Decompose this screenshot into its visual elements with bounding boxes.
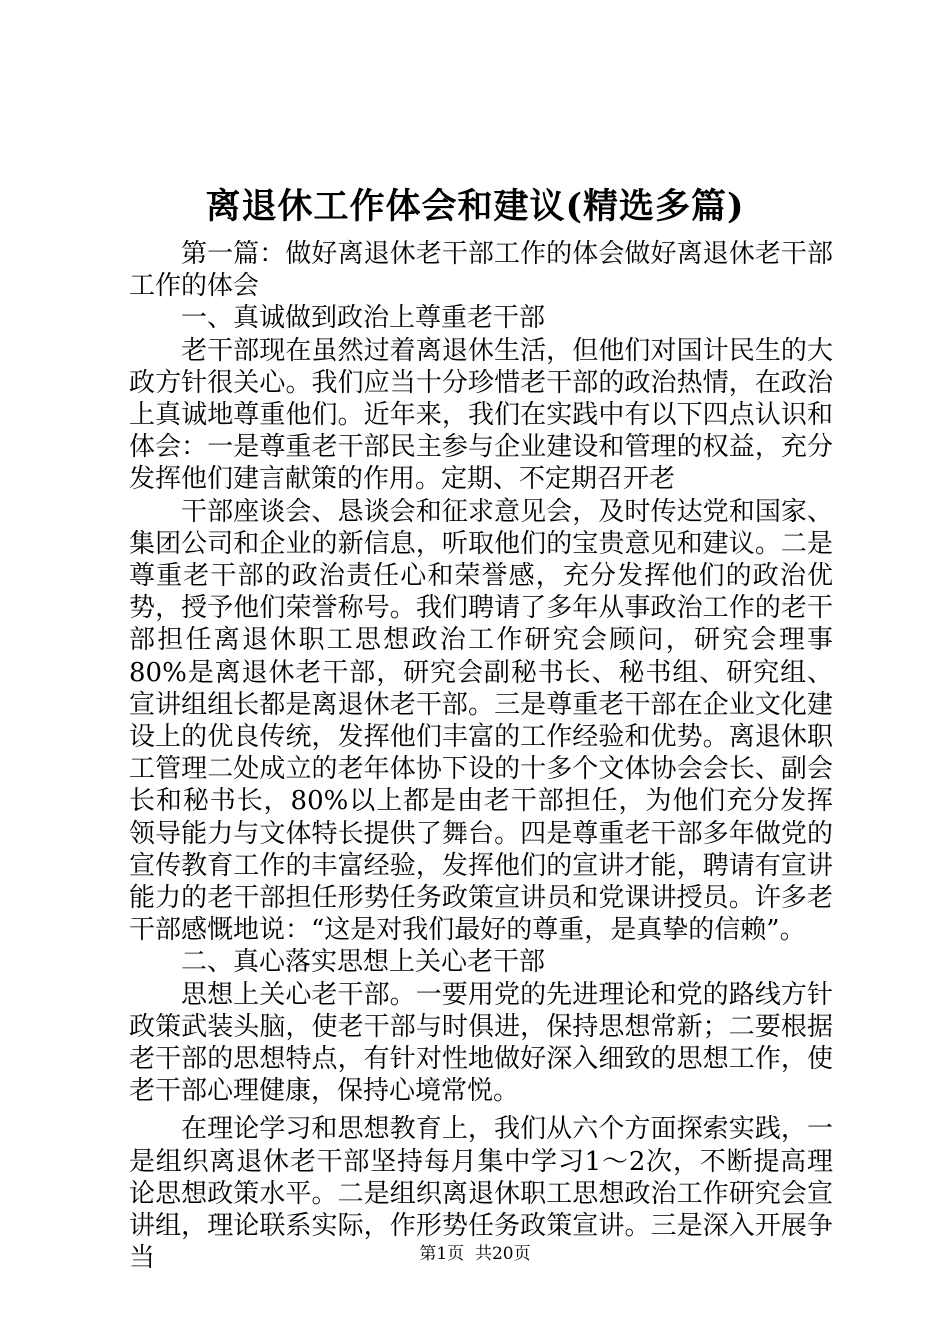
paragraph-body: 老干部现在虽然过着离退休生活，但他们对国计民生的大政方针很关心。我们应当十分珍惜老干部的政治热情，在政治上真诚地尊重他们。近年来，我们在实践中有以下四点认识和体会：一是尊重老干部民主参与企业建设和管理的权益，充分发挥他们建言献策的作用。定期、不定期召开老 — [129, 335, 833, 495]
document-title: 离退休工作体会和建议(精选多篇) — [205, 186, 745, 227]
paragraph-section-two-heading: 二、真心落实思想上关心老干部 — [181, 947, 546, 978]
paragraph-chapter-heading: 第一篇：做好离退休老干部工作的体会做好离退休老干部工作的体会 — [129, 239, 833, 302]
document-body — [129, 238, 833, 1275]
page-number-footer: 第1页 共20页 — [419, 1244, 531, 1264]
paragraph-section-one-heading: 一、真诚做到政治上尊重老干部 — [181, 303, 546, 334]
paragraph-body: 干部座谈会、恳谈会和征求意见会，及时传达党和国家、集团公司和企业的新信息，听取他们的宝贵意见和建议。二是尊重老干部的政治责任心和荣誉感，充分发挥他们的政治优势，授予他们荣誉称号。我们聘请了多年从事政治工作的老干部担任离退休职工思想政治工作研究会顾问，研究会理事80%是离退休老干部，研究会副秘书长、秘书组、研究组、宣讲组组长都是离退休老干部。三是尊重老干部在企业文化建设上的优良传统，发挥他们丰富的工作经验和优势。离退休职工管理二处成立的老年体协下设的十多个文体协会会长、副会长和秘书长，80%以上都是由老干部担任，为他们充分发挥领导能力与文体特长提供了舞台。四是尊重老干部多年做党的宣传教育工作的丰富经验，发挥他们的宣讲才能，聘请有宣讲能力的老干部担任形势任务政策宣讲员和党课讲授员。许多老干部感慨地说：“这是对我们最好的尊重，是真挚的信赖”。 — [129, 496, 833, 946]
paragraph-body: 在理论学习和思想教育上，我们从六个方面探索实践，一是组织离退休老干部坚持每月集中学习1～2次，不断提高理论思想政策水平。二是组织离退休职工思想政治工作研究会宣讲组，理论联系实际，作形势任务政策宣讲。三是深入开展争当 — [129, 1114, 833, 1274]
paragraph-body: 思想上关心老干部。一要用党的先进理论和党的路线方针政策武装头脑，使老干部与时俱进，保持思想常新；二要根据老干部的思想特点，有针对性地做好深入细致的思想工作，使老干部心理健康，保持心境常悦。 — [129, 979, 833, 1107]
